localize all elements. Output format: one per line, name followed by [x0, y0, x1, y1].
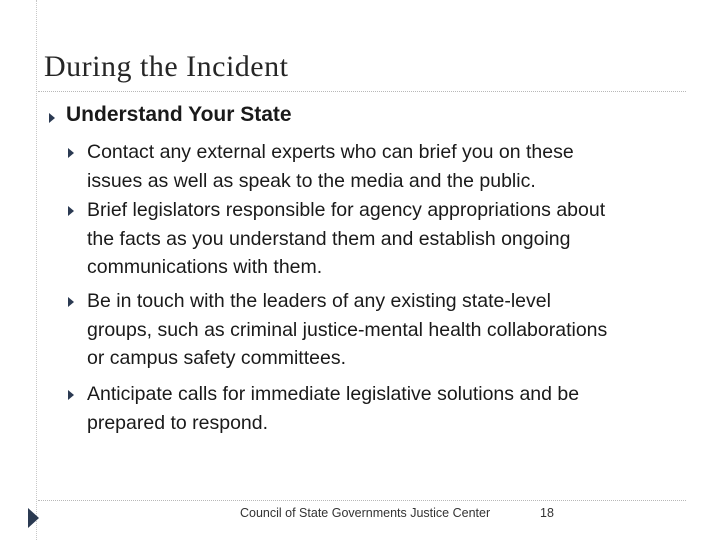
page-number: 18: [540, 506, 554, 520]
bullet-arrow-icon: [68, 148, 74, 158]
bullet-line: or campus safety committees.: [87, 347, 347, 369]
bullet-arrow-icon: [68, 206, 74, 216]
bullet-line: issues as well as speak to the media and the public.: [87, 169, 536, 192]
bullet-arrow-icon: [49, 113, 55, 123]
bullet-line: the facts as you understand them and establish ongoing: [87, 227, 571, 250]
title-divider: [38, 91, 686, 92]
bullet-line: groups, such as criminal justice-mental health collaborations: [87, 318, 608, 341]
bullet-line: Brief legislators responsible for agency appropriations about: [87, 199, 606, 221]
footer-organization: Council of State Governments Justice Center: [240, 506, 491, 520]
bullet-item-legislators: [87, 196, 687, 282]
left-dotted-guide: [36, 0, 37, 540]
bullet-line: Contact any external experts who can brief you on these: [87, 141, 574, 163]
bullet-arrow-icon: [68, 297, 74, 307]
bullet-arrow-icon: [68, 390, 74, 400]
bullet-item-legislative-solutions: [87, 380, 687, 437]
footer-divider: [38, 500, 686, 501]
bullet-line: Be in touch with the leaders of any existing state-level: [87, 290, 551, 312]
footer-triangle-icon: [28, 508, 39, 528]
bullet-line: communications with them.: [87, 256, 323, 278]
bullet-item-state-groups: [87, 287, 687, 373]
bullet-line: prepared to respond.: [87, 411, 269, 434]
slide-title: During the Incident: [44, 50, 289, 83]
bullet-item-experts: [87, 138, 687, 195]
section-heading: Understand Your State: [66, 103, 292, 126]
bullet-line: Anticipate calls for immediate legislative solutions and be: [87, 383, 580, 405]
